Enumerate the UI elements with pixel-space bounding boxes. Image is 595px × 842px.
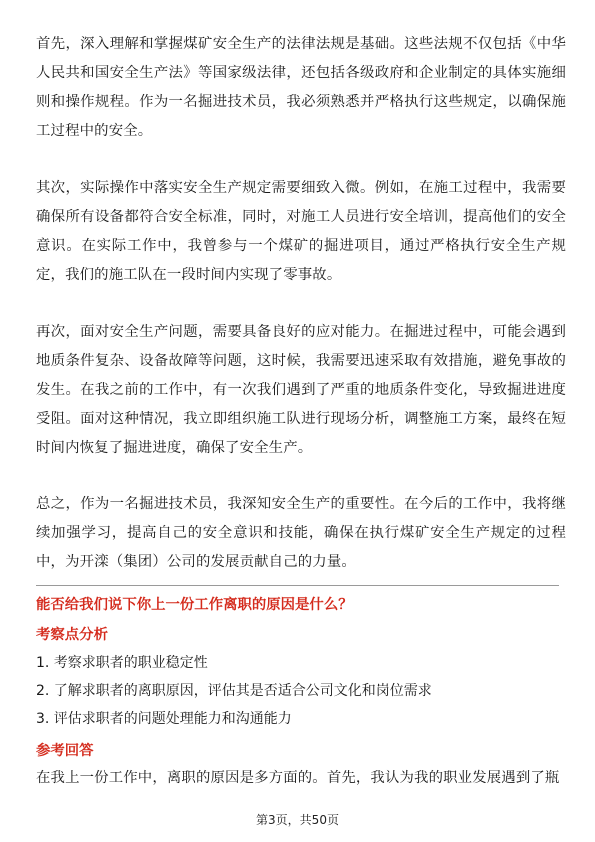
section-divider [36,585,559,586]
analysis-heading: 考察点分析 [36,627,108,643]
analysis-item: 2. 了解求职者的离职原因，评估其是否适合公司文化和岗位需求 [36,683,432,699]
paragraph-response: 再次，面对安全生产问题，需要具备良好的应对能力。在掘进过程中，可能会遇到地质条件复杂、设备故障等问题，这时候，我需要迅速采取有效措施，避免事故的发生。在我之前的工作中，有一次我们遇到了严重的地质条件变化，导致掘进进度受阻。面对这种情况，我立即组织施工队进行现场分析，调整施工方案，最终在短时间内恢复了掘进进度，确保了安全生产。 [36,324,566,456]
paragraph-laws: 首先，深入理解和掌握煤矿安全生产的法律法规是基础。这些法规不仅包括《中华人民共和国安全生产法》等国家级法律，还包括各级政府和企业制定的具体实施细则和操作规程。作为一名掘进技术员，我必须熟悉并严格执行这些规定，以确保施工过程中的安全。 [36,36,566,139]
paragraph-implementation: 其次，实际操作中落实安全生产规定需要细致入微。例如，在施工过程中，我需要确保所有设备都符合安全标准，同时，对施工人员进行安全培训，提高他们的安全意识。在实际工作中，我曾参与一个煤矿的掘进项目，通过严格执行安全生产规定，我们的施工队在一段时间内实现了零事故。 [36,180,566,283]
analysis-item: 1. 考察求职者的职业稳定性 [36,655,208,671]
paragraph-conclusion: 总之，作为一名掘进技术员，我深知安全生产的重要性。在今后的工作中，我将继续加强学习，提高自己的安全意识和技能，确保在执行煤矿安全生产规定的过程中，为开滦（集团）公司的发展贡献自己的力量。 [36,496,566,570]
page-number: 第3页，共50页 [256,813,339,827]
answer-text: 在我上一份工作中，离职的原因是多方面的。首先，我认为我的职业发展遇到了瓶 [36,770,560,786]
question-title: 能否给我们说下你上一份工作离职的原因是什么？ [36,597,353,613]
analysis-item: 3. 评估求职者的问题处理能力和沟通能力 [36,711,292,727]
answer-heading: 参考回答 [36,743,94,759]
